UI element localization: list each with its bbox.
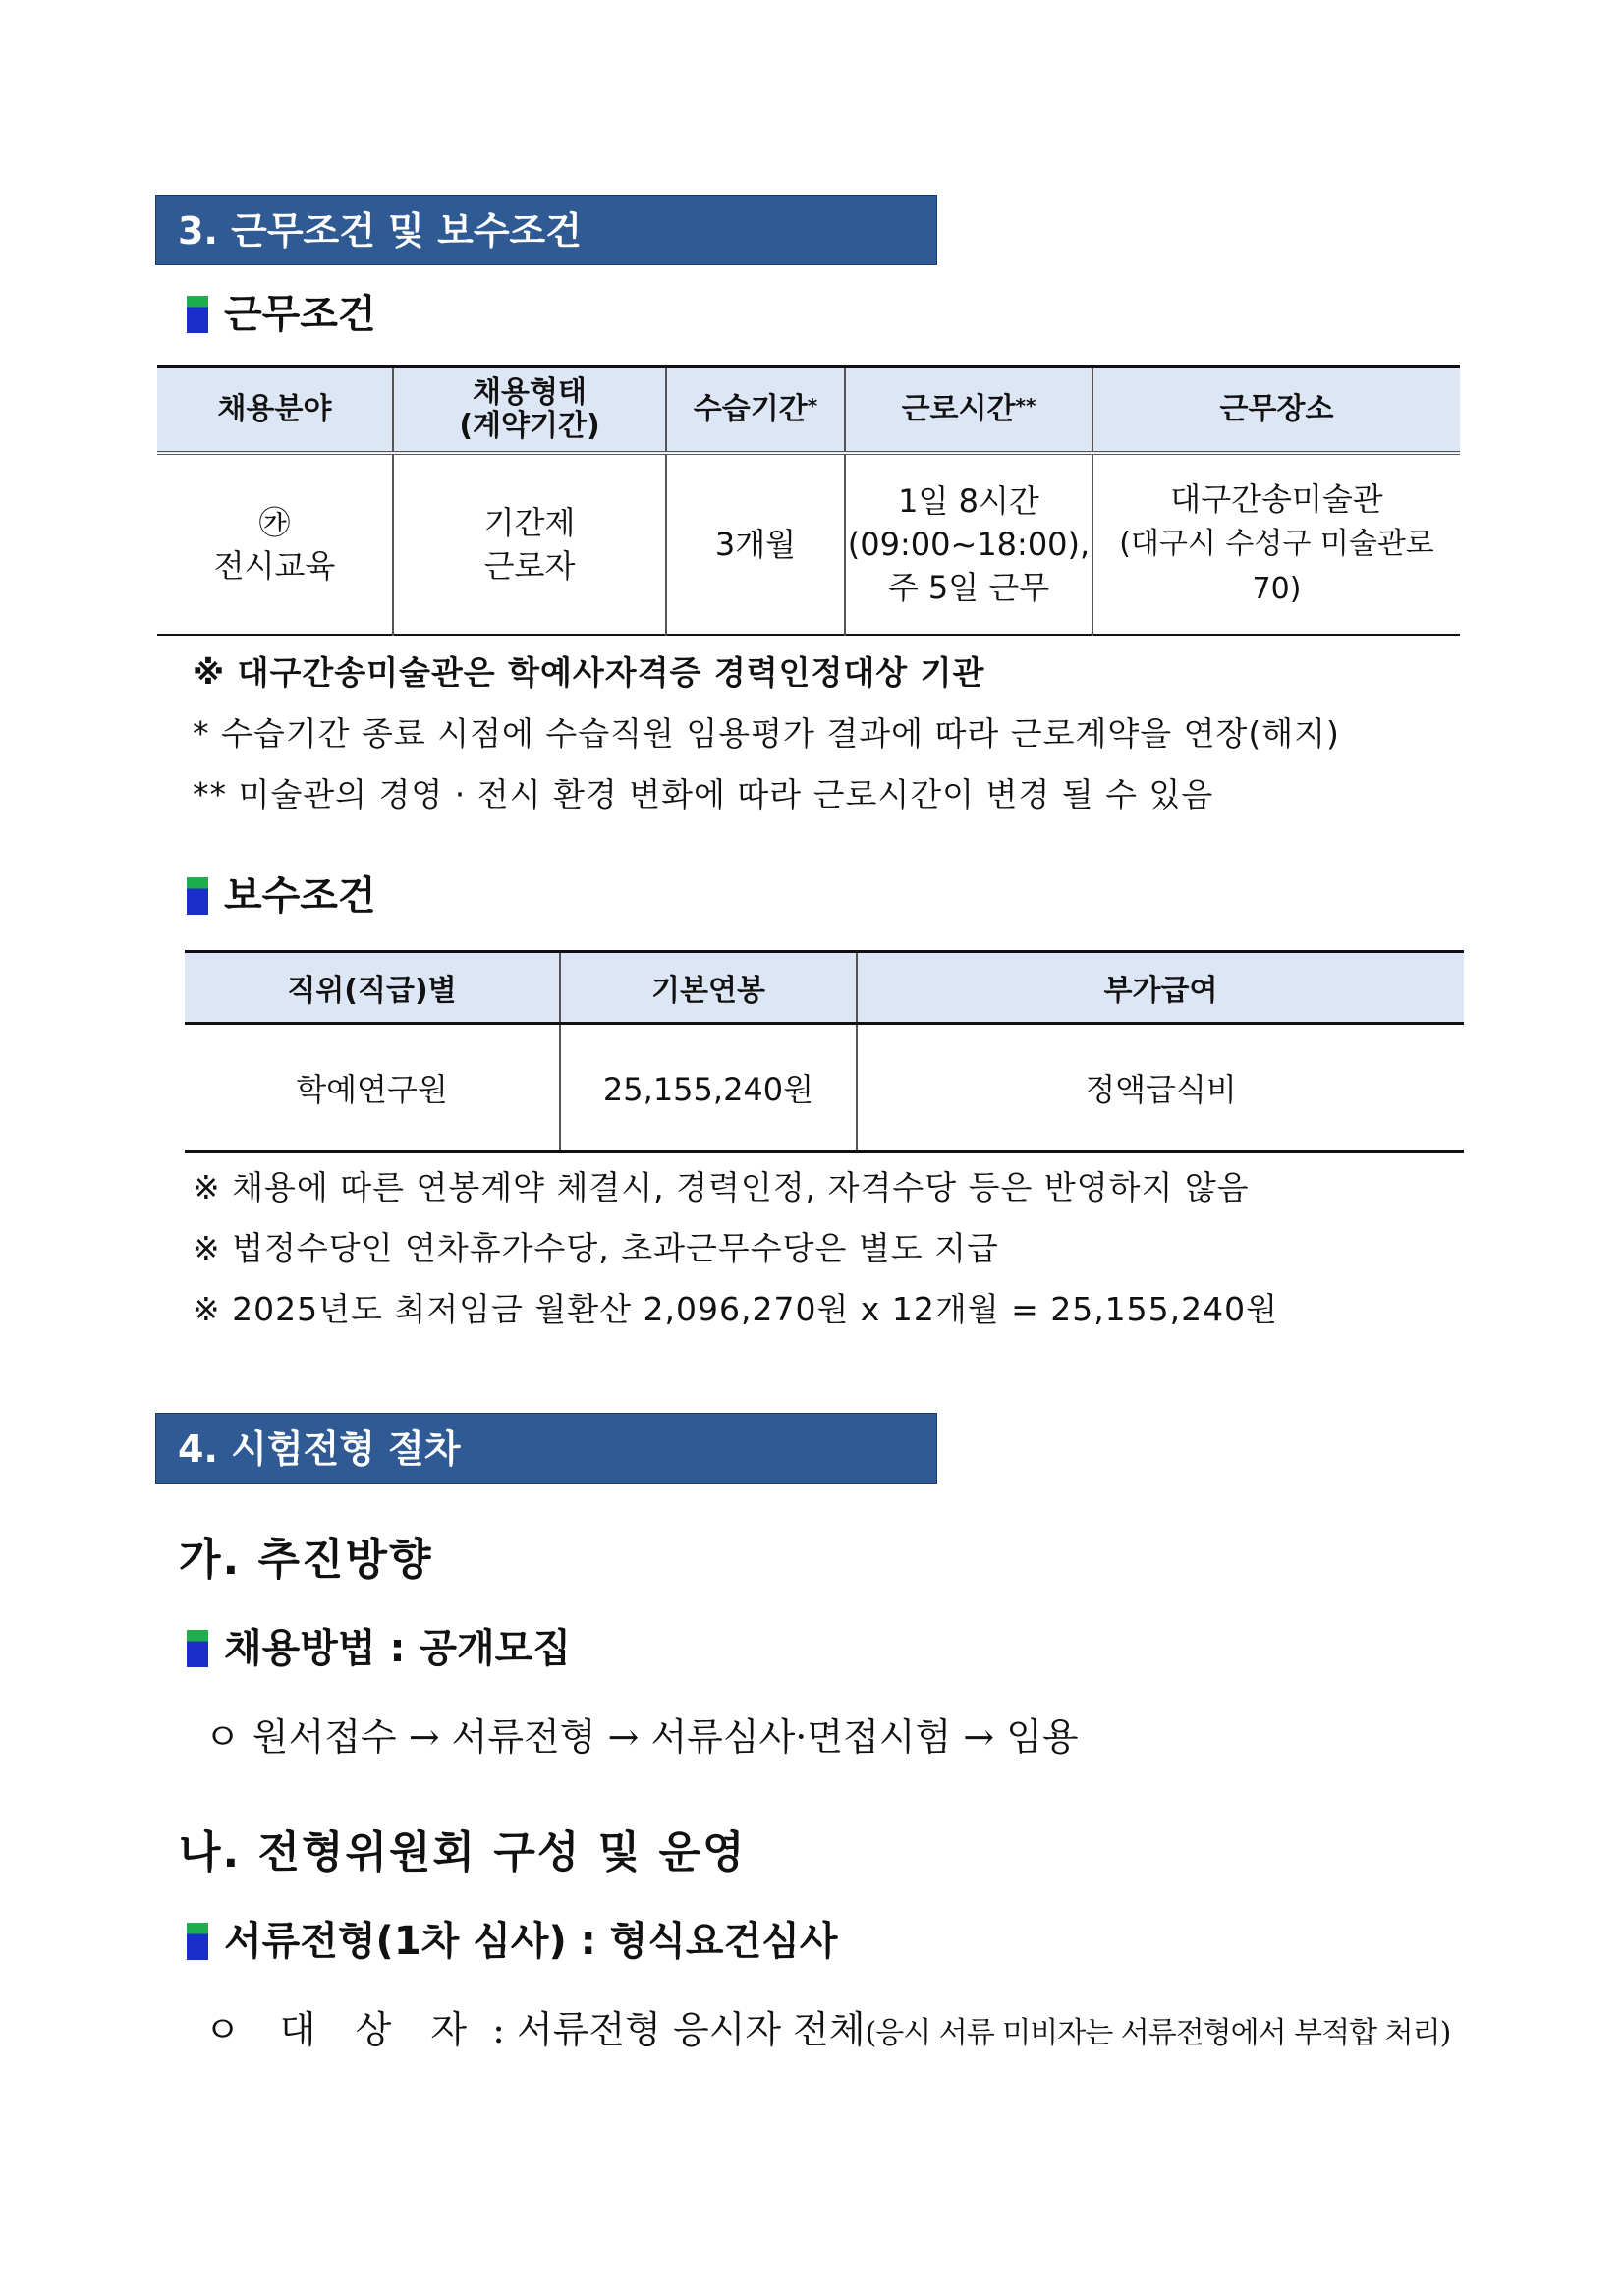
table-cell: 대구간송미술관 (대구시 수성구 미술관로 70): [1119, 480, 1434, 606]
table-cell: 정액급식비: [1085, 1071, 1237, 1108]
subheading-label: 서류전형(1차 심사) : 형식요건심사: [224, 1919, 838, 1964]
subheading-pay-conditions: [187, 868, 376, 924]
note-line: ※ 법정수당인 연차휴가수당, 초과근무수당은 별도 지급: [193, 1229, 999, 1267]
table-header-row: [185, 952, 1464, 1024]
target-label: ㅇ 대 상 자: [204, 2008, 481, 2051]
target-value: : 서류전형 응시자 전체: [492, 2008, 866, 2051]
section-title: 4. 시험전형 절차: [178, 1428, 461, 1471]
table-cell: 1일 8시간 (09:00~18:00), 주 5일 근무: [845, 453, 1092, 635]
header-cell: 기본연봉: [560, 952, 857, 1024]
work-conditions-table: [157, 365, 1460, 636]
pay-conditions-table: [185, 950, 1464, 1153]
header-cell: 근무장소: [1092, 367, 1460, 454]
part-heading: 가. 추진방향: [179, 1535, 433, 1585]
table-row: [185, 1024, 1464, 1152]
bullet-square-icon: [187, 1923, 208, 1960]
table-cell: 학예연구원: [185, 1024, 560, 1152]
table-cell: 3개월: [666, 453, 845, 635]
note-line: * 수습기간 종료 시점에 수습직원 임용평가 결과에 따라 근로계약을 연장(해지): [193, 714, 1340, 753]
bullet-square-icon: [187, 1630, 208, 1667]
header-cell: 채용형태 (계약기간): [393, 367, 666, 454]
table-header-row: [157, 367, 1460, 454]
section-title-bar: [155, 195, 937, 265]
header-cell: 직위(직급)별: [185, 952, 560, 1024]
subheading-label: 채용방법 : 공개모집: [224, 1626, 571, 1671]
table-row: [157, 453, 1460, 635]
subheading-document-screening: [187, 1914, 838, 1969]
bullet-square-icon: [187, 296, 208, 333]
target-line: [204, 2000, 1450, 2063]
header-cell: 수습기간*: [666, 367, 845, 454]
header-cell: 근로시간**: [845, 367, 1092, 454]
section-title: 3. 근무조건 및 보수조건: [178, 209, 582, 252]
process-steps: ㅇ 원서접수 → 서류전형 → 서류심사·면접시험 → 임용: [204, 1715, 1079, 1759]
subheading-label: 근무조건: [224, 292, 376, 337]
section-title-bar: [155, 1413, 937, 1484]
table-cell: 25,155,240원: [560, 1024, 857, 1152]
header-cell: 채용분야: [157, 367, 393, 454]
note-line: ※ 채용에 따른 연봉계약 체결시, 경력인정, 자격수당 등은 반영하지 않음: [193, 1168, 1250, 1206]
table-cell: ㉮ 전시교육: [157, 453, 393, 635]
part-heading: 나. 전형위원회 구성 및 운영: [179, 1827, 747, 1877]
header-cell: 부가급여: [857, 952, 1464, 1024]
subheading-work-conditions: [187, 287, 376, 342]
table-cell: 기간제 근로자: [393, 453, 666, 635]
note-line: ※ 2025년도 최저임금 월환산 2,096,270원 x 12개월 = 25,155,240원: [193, 1290, 1279, 1328]
note-line: ※ 대구간송미술관은 학예사자격증 경력인정대상 기관: [193, 653, 985, 692]
subheading-recruit-method: [187, 1621, 571, 1676]
bullet-square-icon: [187, 877, 208, 915]
target-note: (응시 서류 미비자는 서류전형에서 부적합 처리): [865, 2016, 1451, 2050]
subheading-label: 보수조건: [224, 873, 376, 919]
note-line: ** 미술관의 경영 · 전시 환경 변화에 따라 근로시간이 변경 될 수 있음: [193, 775, 1214, 813]
